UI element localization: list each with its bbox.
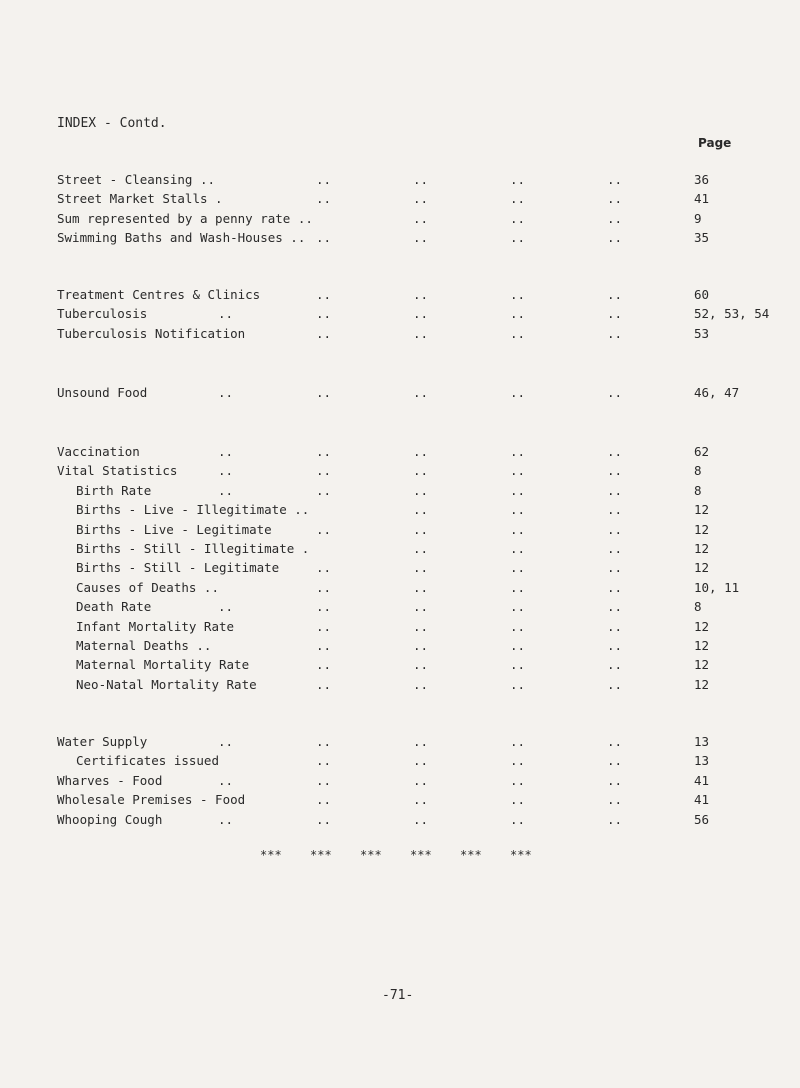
leader-dots: ..: [607, 287, 623, 302]
index-entry: [0, 810, 800, 830]
leader-dots: ..: [510, 657, 526, 673]
leader-dots: ..: [218, 482, 234, 498]
leader-dots: ..: [413, 638, 429, 653]
leader-dots: ..: [607, 521, 623, 537]
entry-page-number: 41: [694, 772, 710, 788]
entry-page-number: 12: [694, 502, 710, 518]
leader-dots: ..: [413, 463, 429, 479]
index-entry: [0, 520, 800, 540]
index-entry: [0, 324, 800, 344]
entry-page-number: 12: [694, 541, 710, 556]
leader-dots: ..: [413, 502, 429, 518]
index-entry: [0, 461, 800, 481]
leader-dots: ..: [510, 325, 526, 341]
leader-dots: ..: [413, 325, 429, 341]
entry-page-number: 41: [694, 792, 710, 808]
leader-dots: ..: [316, 521, 332, 537]
leader-dots: ..: [607, 599, 623, 615]
separator-stars: [260, 848, 560, 862]
leader-dots: ..: [316, 444, 332, 459]
leader-dots: ..: [510, 306, 526, 322]
entry-page-number: 12: [694, 657, 710, 673]
leader-dots: ..: [510, 482, 526, 498]
leader-dots: ..: [510, 172, 526, 187]
entry-page-number: 13: [694, 753, 710, 769]
index-entry: [0, 636, 800, 656]
leader-dots: ..: [510, 792, 526, 808]
index-entry: [0, 442, 800, 462]
leader-dots: ..: [316, 792, 332, 808]
entry-page-number: 46, 47: [694, 385, 740, 400]
leader-dots: ..: [510, 502, 526, 518]
entry-label: Birth Rate: [76, 482, 152, 498]
leader-dots: ..: [510, 579, 526, 595]
entry-page-number: 12: [694, 521, 710, 537]
leader-dots: ..: [413, 811, 429, 827]
leader-dots: ..: [413, 772, 429, 788]
leader-dots: ..: [607, 792, 623, 808]
index-entry: [0, 189, 800, 209]
index-entry: [0, 558, 800, 578]
page-number: -71-: [382, 988, 414, 1003]
entry-label: Sum represented by a penny rate ..: [57, 210, 313, 226]
leader-dots: ..: [218, 463, 234, 479]
leader-dots: ..: [413, 734, 429, 749]
leader-dots: ..: [510, 230, 526, 246]
leader-dots: ..: [413, 482, 429, 498]
index-entry: [0, 597, 800, 617]
entry-label: Wharves - Food: [57, 772, 163, 788]
leader-dots: ..: [316, 172, 332, 187]
leader-dots: ..: [316, 734, 332, 749]
leader-dots: ..: [413, 385, 429, 400]
index-entry: [0, 751, 800, 771]
leader-dots: ..: [218, 811, 234, 827]
leader-dots: ..: [316, 599, 332, 615]
entry-page-number: 12: [694, 638, 710, 653]
leader-dots: ..: [218, 444, 234, 459]
leader-dots: ..: [607, 172, 623, 187]
separator-star-group: ***: [260, 848, 282, 862]
leader-dots: ..: [510, 541, 526, 556]
leader-dots: ..: [510, 734, 526, 749]
leader-dots: ..: [510, 463, 526, 479]
leader-dots: ..: [607, 772, 623, 788]
leader-dots: ..: [510, 287, 526, 302]
entry-page-number: 12: [694, 676, 710, 692]
leader-dots: ..: [218, 772, 234, 788]
entry-label: Tuberculosis Notification: [57, 325, 246, 341]
separator-star-group: ***: [510, 848, 532, 862]
index-entry: [0, 383, 800, 403]
entry-label: Vaccination: [57, 444, 140, 459]
leader-dots: ..: [413, 306, 429, 322]
entry-label: Vital Statistics: [57, 463, 178, 479]
leader-dots: ..: [607, 444, 623, 459]
leader-dots: ..: [607, 638, 623, 653]
leader-dots: ..: [316, 560, 332, 576]
entry-label: Causes of Deaths ..: [76, 579, 219, 595]
leader-dots: ..: [607, 385, 623, 400]
leader-dots: ..: [316, 482, 332, 498]
leader-dots: ..: [607, 210, 623, 226]
entry-label: Whooping Cough: [57, 811, 163, 827]
leader-dots: ..: [510, 444, 526, 459]
leader-dots: ..: [510, 599, 526, 615]
leader-dots: ..: [510, 811, 526, 827]
index-entry: [0, 539, 800, 559]
leader-dots: ..: [316, 753, 332, 769]
leader-dots: ..: [510, 191, 526, 207]
leader-dots: ..: [316, 463, 332, 479]
entry-label: Certificates issued: [76, 753, 219, 769]
separator-star-group: ***: [310, 848, 332, 862]
entry-label: Street - Cleansing ..: [57, 172, 216, 187]
leader-dots: ..: [607, 618, 623, 634]
separator-star-group: ***: [460, 848, 482, 862]
leader-dots: ..: [316, 676, 332, 692]
index-entry: [0, 675, 800, 695]
entry-page-number: 53: [694, 325, 710, 341]
leader-dots: ..: [413, 444, 429, 459]
entry-page-number: 60: [694, 287, 710, 302]
entry-label: Neo-Natal Mortality Rate: [76, 676, 257, 692]
leader-dots: ..: [413, 560, 429, 576]
leader-dots: ..: [510, 676, 526, 692]
leader-dots: ..: [218, 306, 234, 322]
entry-label: Births - Live - Illegitimate ..: [76, 502, 310, 518]
index-entry: [0, 732, 800, 752]
entry-label: Death Rate: [76, 599, 152, 615]
entry-label: Tuberculosis: [57, 306, 148, 322]
entry-page-number: 41: [694, 191, 710, 207]
index-entry: [0, 170, 800, 190]
entry-page-number: 62: [694, 444, 710, 459]
leader-dots: ..: [510, 385, 526, 400]
entry-label: Water Supply: [57, 734, 148, 749]
leader-dots: ..: [413, 792, 429, 808]
leader-dots: ..: [413, 230, 429, 246]
leader-dots: ..: [413, 579, 429, 595]
leader-dots: ..: [607, 676, 623, 692]
leader-dots: ..: [413, 210, 429, 226]
entry-label: Maternal Mortality Rate: [76, 657, 250, 673]
leader-dots: ..: [316, 811, 332, 827]
entry-page-number: 13: [694, 734, 710, 749]
leader-dots: ..: [413, 521, 429, 537]
leader-dots: ..: [316, 287, 332, 302]
leader-dots: ..: [413, 618, 429, 634]
entry-page-number: 12: [694, 560, 710, 576]
leader-dots: ..: [413, 191, 429, 207]
leader-dots: ..: [607, 191, 623, 207]
entry-label: Treatment Centres & Clinics: [57, 287, 261, 302]
entry-page-number: 8: [694, 599, 702, 615]
leader-dots: ..: [218, 599, 234, 615]
entry-label: Wholesale Premises - Food: [57, 792, 246, 808]
leader-dots: ..: [316, 385, 332, 400]
leader-dots: ..: [413, 599, 429, 615]
entry-page-number: 12: [694, 618, 710, 634]
leader-dots: ..: [510, 210, 526, 226]
leader-dots: ..: [607, 734, 623, 749]
leader-dots: ..: [607, 541, 623, 556]
leader-dots: ..: [607, 325, 623, 341]
leader-dots: ..: [510, 618, 526, 634]
separator-star-group: ***: [360, 848, 382, 862]
leader-dots: ..: [316, 772, 332, 788]
leader-dots: ..: [316, 657, 332, 673]
separator-star-group: ***: [410, 848, 432, 862]
leader-dots: ..: [607, 657, 623, 673]
leader-dots: ..: [316, 306, 332, 322]
entry-page-number: 36: [694, 172, 710, 187]
leader-dots: ..: [510, 638, 526, 653]
entry-label: Births - Still - Legitimate: [76, 560, 280, 576]
leader-dots: ..: [607, 306, 623, 322]
entry-page-number: 56: [694, 811, 710, 827]
entry-page-number: 10, 11: [694, 579, 740, 595]
leader-dots: ..: [413, 541, 429, 556]
leader-dots: ..: [316, 618, 332, 634]
leader-dots: ..: [316, 325, 332, 341]
leader-dots: ..: [607, 482, 623, 498]
entry-label: Maternal Deaths ..: [76, 638, 212, 653]
index-entry: [0, 655, 800, 675]
leader-dots: ..: [316, 638, 332, 653]
index-entry: [0, 228, 800, 248]
leader-dots: ..: [607, 753, 623, 769]
leader-dots: ..: [218, 734, 234, 749]
entry-page-number: 9: [694, 210, 702, 226]
leader-dots: ..: [607, 230, 623, 246]
leader-dots: ..: [607, 463, 623, 479]
leader-dots: ..: [510, 772, 526, 788]
leader-dots: ..: [316, 230, 332, 246]
page-column-heading: Page: [698, 136, 732, 150]
leader-dots: ..: [413, 172, 429, 187]
leader-dots: ..: [607, 502, 623, 518]
leader-dots: ..: [510, 521, 526, 537]
index-entry: [0, 209, 800, 229]
entry-page-number: 8: [694, 463, 702, 479]
index-entry: [0, 285, 800, 305]
entry-label: Swimming Baths and Wash-Houses ..: [57, 230, 306, 246]
leader-dots: ..: [413, 676, 429, 692]
leader-dots: ..: [413, 753, 429, 769]
entry-page-number: 35: [694, 230, 710, 246]
index-entry: [0, 500, 800, 520]
index-entry: [0, 790, 800, 810]
leader-dots: ..: [316, 191, 332, 207]
leader-dots: ..: [607, 560, 623, 576]
entry-label: Births - Live - Legitimate: [76, 521, 272, 537]
index-entry: [0, 304, 800, 324]
leader-dots: ..: [413, 287, 429, 302]
leader-dots: ..: [510, 560, 526, 576]
entry-label: Births - Still - Illegitimate .: [76, 541, 310, 556]
leader-dots: ..: [316, 579, 332, 595]
leader-dots: ..: [607, 579, 623, 595]
entry-label: Unsound Food: [57, 385, 148, 400]
entry-page-number: 8: [694, 482, 702, 498]
index-entry: [0, 617, 800, 637]
entry-page-number: 52, 53, 54: [694, 306, 770, 322]
leader-dots: ..: [510, 753, 526, 769]
leader-dots: ..: [607, 811, 623, 827]
index-entry: [0, 578, 800, 598]
leader-dots: ..: [413, 657, 429, 673]
entry-label: Infant Mortality Rate: [76, 618, 235, 634]
index-title: INDEX - Contd.: [57, 116, 167, 131]
index-entry: [0, 771, 800, 791]
entry-label: Street Market Stalls .: [57, 191, 223, 207]
index-entry: [0, 481, 800, 501]
leader-dots: ..: [218, 385, 234, 400]
